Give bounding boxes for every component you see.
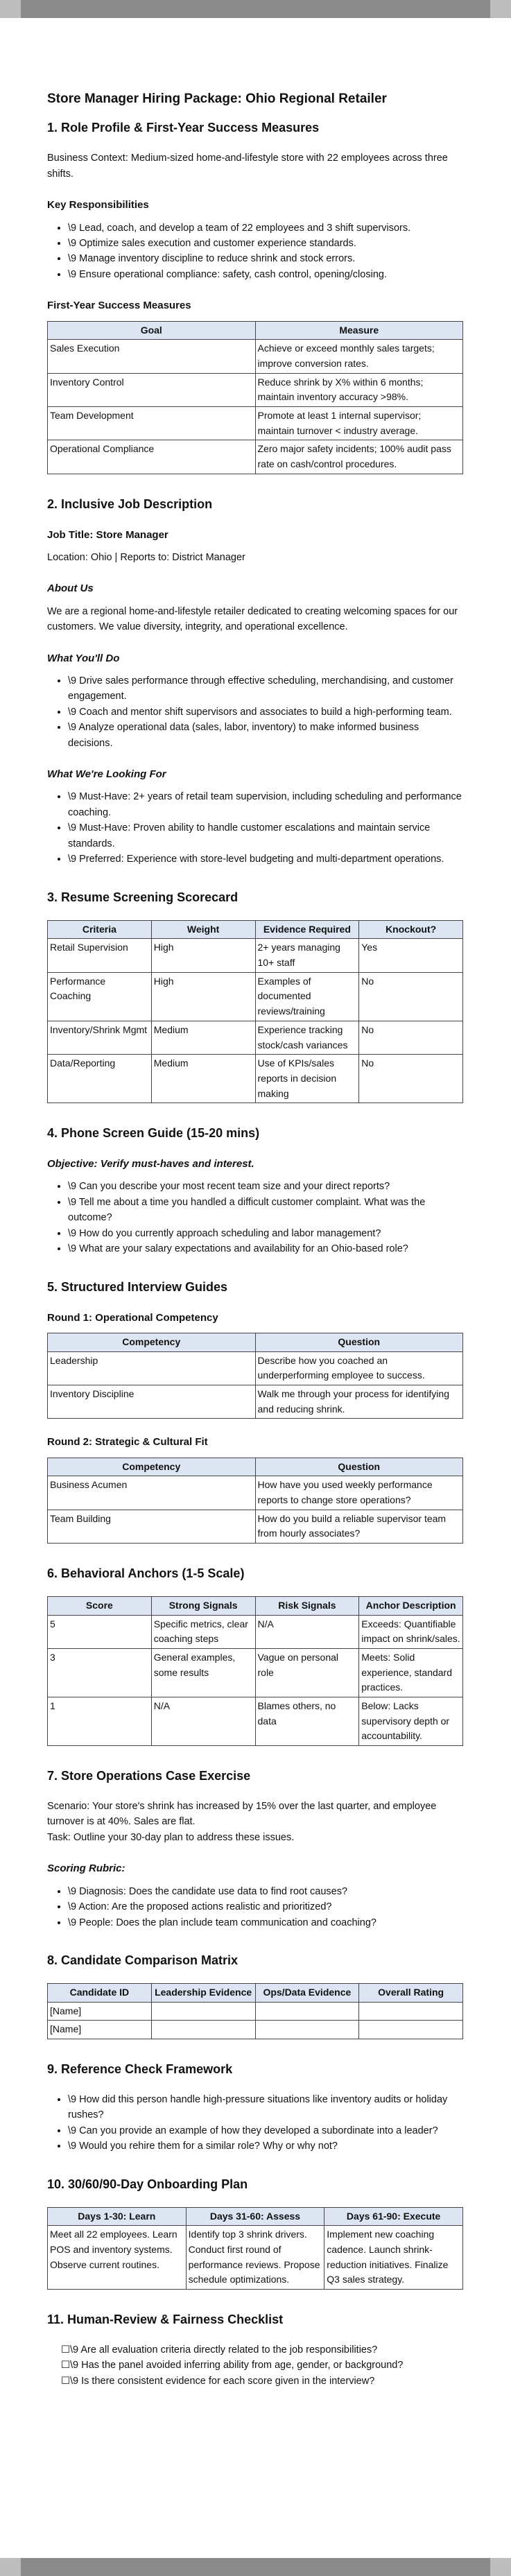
table-cell: No	[359, 1055, 463, 1103]
table-row	[48, 1615, 463, 1648]
reference-check-list	[47, 2092, 463, 2154]
section-6-heading: 6. Behavioral Anchors (1-5 Scale)	[47, 1566, 245, 1581]
table-cell: Below: Lacks supervisory depth or accountability.	[359, 1697, 463, 1746]
checklist-item: ☐\9 Has the panel avoided inferring ability from age, gender, or background?	[61, 2360, 404, 2371]
responsibilities-list	[47, 221, 463, 283]
table-row	[48, 1697, 463, 1746]
section-1-heading: 1. Role Profile & First-Year Success Measures	[47, 121, 320, 135]
table-cell: Examples of documented reviews/training	[255, 972, 359, 1021]
table-cell: Team Development	[48, 407, 256, 440]
table-row	[48, 340, 463, 373]
table-cell	[151, 2021, 255, 2039]
table-header: Candidate ID	[48, 1983, 152, 2002]
section-2-heading: 2. Inclusive Job Description	[47, 496, 213, 511]
table-row	[48, 972, 463, 1021]
table-row	[48, 407, 463, 440]
list-item: • \9 Coach and mentor shift supervisors and associates to build a high-performing team.	[68, 704, 463, 720]
round-2-heading: Round 2: Strategic & Cultural Fit	[47, 1436, 208, 1449]
table-header: Criteria	[48, 920, 152, 939]
table-row	[48, 1385, 463, 1418]
scoring-rubric-list	[47, 1884, 463, 1930]
table-row	[48, 1021, 463, 1054]
table-header: Evidence Required	[255, 920, 359, 939]
table-row	[48, 373, 463, 406]
what-you-do-list	[47, 673, 463, 751]
table-header-row	[48, 2207, 463, 2226]
table-cell: Inventory Control	[48, 373, 256, 406]
table-header: Weight	[151, 920, 255, 939]
table-header: Leadership Evidence	[151, 1983, 255, 2002]
table-cell: Medium	[151, 1021, 255, 1054]
table-header: Days 1-30: Learn	[48, 2207, 187, 2226]
onboarding-plan-table	[47, 2207, 463, 2290]
table-cell: Inventory/Shrink Mgmt	[48, 1021, 152, 1054]
about-us-heading: About Us	[47, 582, 94, 595]
table-cell: 3	[48, 1648, 152, 1697]
table-cell: N/A	[255, 1615, 359, 1648]
top-scroll-bar	[0, 0, 511, 18]
checklist-item: ☐\9 Are all evaluation criteria directly related to the job responsibilities?	[61, 2344, 378, 2355]
round-2-table	[47, 1458, 463, 1544]
list-item: • \9 Drive sales performance through effective scheduling, merchandising, and customer engagement.	[68, 673, 463, 704]
table-header: Goal	[48, 321, 256, 340]
list-item: • \9 Manage inventory discipline to reduce shrink and stock errors.	[68, 251, 463, 266]
case-scenario: Scenario: Your store's shrink has increased by 15% over the last quarter, and employee turnover is at 40%. Sales are flat.	[47, 1800, 437, 1828]
round-1-heading: Round 1: Operational Competency	[47, 1311, 218, 1324]
table-cell: Business Acumen	[48, 1476, 256, 1510]
bottom-scroll-bar	[0, 2558, 511, 2576]
table-header-row	[48, 1596, 463, 1615]
table-cell	[359, 2002, 463, 2021]
table-header: Score	[48, 1596, 152, 1615]
table-cell: How do you build a reliable supervisor team from hourly associates?	[255, 1510, 463, 1543]
table-cell: Vague on personal role	[255, 1648, 359, 1697]
list-item: • \9 Analyze operational data (sales, labor, inventory) to make informed business decisions.	[68, 720, 463, 751]
table-cell: High	[151, 972, 255, 1021]
case-task: Task: Outline your 30-day plan to address these issues.	[47, 1831, 295, 1843]
section-9-heading: 9. Reference Check Framework	[47, 2062, 233, 2076]
table-cell: 2+ years managing 10+ staff	[255, 939, 359, 972]
job-title: Job Title: Store Manager	[47, 528, 168, 541]
section-5-heading: 5. Structured Interview Guides	[47, 1279, 228, 1294]
table-cell: [Name]	[48, 2021, 152, 2039]
table-cell: Identify top 3 shrink drivers. Conduct first round of performance reviews. Propose schedule optimizations.	[186, 2226, 324, 2290]
table-cell: No	[359, 1021, 463, 1054]
list-item: • \9 Would you rehire them for a similar role? Why or why not?	[68, 2138, 463, 2154]
table-cell: [Name]	[48, 2002, 152, 2021]
table-header: Knockout?	[359, 920, 463, 939]
table-cell: Operational Compliance	[48, 440, 256, 474]
table-cell: Leadership	[48, 1351, 256, 1385]
list-item: • \9 Action: Are the proposed actions realistic and prioritized?	[68, 1899, 463, 1914]
table-header: Competency	[48, 1458, 256, 1476]
document-title: Store Manager Hiring Package: Ohio Regional Retailer	[47, 92, 387, 106]
success-measures-table	[47, 321, 463, 474]
list-item: • \9 What are your salary expectations and availability for an Ohio-based role?	[68, 1241, 463, 1256]
section-7-heading: 7. Store Operations Case Exercise	[47, 1769, 251, 1783]
table-cell: General examples, some results	[151, 1648, 255, 1697]
table-header: Question	[255, 1333, 463, 1351]
fairness-checklist	[47, 2342, 463, 2389]
table-cell: High	[151, 939, 255, 972]
table-cell: How have you used weekly performance reports to change store operations?	[255, 1476, 463, 1510]
table-row	[48, 2226, 463, 2290]
table-header: Measure	[255, 321, 463, 340]
table-cell: Retail Supervision	[48, 939, 152, 972]
success-measures-heading: First-Year Success Measures	[47, 300, 191, 312]
table-header-row	[48, 1983, 463, 2002]
candidate-comparison-table	[47, 1983, 463, 2039]
scoring-rubric-heading: Scoring Rubric:	[47, 1862, 125, 1875]
list-item: • \9 Can you provide an example of how they developed a subordinate into a leader?	[68, 2123, 463, 2138]
table-row	[48, 1351, 463, 1385]
table-cell: Exceeds: Quantifiable impact on shrink/sales.	[359, 1615, 463, 1648]
table-row	[48, 1055, 463, 1103]
table-header: Question	[255, 1458, 463, 1476]
section-3-heading: 3. Resume Screening Scorecard	[47, 890, 239, 904]
table-row	[48, 1510, 463, 1543]
table-cell: Sales Execution	[48, 340, 256, 373]
table-cell: N/A	[151, 1697, 255, 1746]
table-row	[48, 2002, 463, 2021]
job-location: Location: Ohio | Reports to: District Manager	[47, 551, 245, 563]
section-11-heading: 11. Human-Review & Fairness Checklist	[47, 2313, 284, 2327]
table-header: Days 61-90: Execute	[324, 2207, 463, 2226]
table-header-row	[48, 1458, 463, 1476]
table-header: Overall Rating	[359, 1983, 463, 2002]
table-cell: Walk me through your process for identifying and reducing shrink.	[255, 1385, 463, 1418]
table-header: Competency	[48, 1333, 256, 1351]
what-you-do-heading: What You'll Do	[47, 652, 120, 664]
phone-screen-questions	[47, 1179, 463, 1256]
table-header: Strong Signals	[151, 1596, 255, 1615]
table-header: Days 31-60: Assess	[186, 2207, 324, 2226]
table-header-row	[48, 321, 463, 340]
table-cell: Performance Coaching	[48, 972, 152, 1021]
list-item: • \9 Optimize sales execution and customer experience standards.	[68, 236, 463, 251]
section-10-heading: 10. 30/60/90-Day Onboarding Plan	[47, 2177, 248, 2191]
table-header: Ops/Data Evidence	[255, 1983, 359, 2002]
table-cell: Achieve or exceed monthly sales targets; improve conversion rates.	[255, 340, 463, 373]
table-cell: Inventory Discipline	[48, 1385, 256, 1418]
table-cell: Blames others, no data	[255, 1697, 359, 1746]
table-row	[48, 1648, 463, 1697]
list-item: • \9 Tell me about a time you handled a difficult customer complaint. What was the outcome?	[68, 1195, 463, 1226]
list-item: • \9 Preferred: Experience with store-level budgeting and multi-department operations.	[68, 852, 463, 867]
table-cell	[359, 2021, 463, 2039]
table-cell: Promote at least 1 internal supervisor; maintain turnover < industry average.	[255, 407, 463, 440]
table-row	[48, 1476, 463, 1510]
list-item: • \9 How did this person handle high-pressure situations like inventory audits or holiday rushes?	[68, 2092, 463, 2123]
looking-for-heading: What We're Looking For	[47, 768, 166, 781]
table-header-row	[48, 1333, 463, 1351]
list-item: • \9 People: Does the plan include team communication and coaching?	[68, 1915, 463, 1930]
table-cell: Data/Reporting	[48, 1055, 152, 1103]
table-cell	[151, 2002, 255, 2021]
list-item: • \9 Diagnosis: Does the candidate use data to find root causes?	[68, 1884, 463, 1899]
responsibilities-heading: Key Responsibilities	[47, 199, 149, 211]
table-cell: Team Building	[48, 1510, 256, 1543]
table-cell: Implement new coaching cadence. Launch shrink-reduction initiatives. Finalize Q3 sales strategy.	[324, 2226, 463, 2290]
table-cell: Reduce shrink by X% within 6 months; maintain inventory accuracy >98%.	[255, 373, 463, 406]
round-1-table	[47, 1333, 463, 1419]
list-item: • \9 How do you currently approach scheduling and labor management?	[68, 1226, 463, 1241]
table-cell: Zero major safety incidents; 100% audit pass rate on cash/control procedures.	[255, 440, 463, 474]
looking-for-list	[47, 789, 463, 867]
table-row	[48, 939, 463, 972]
screening-scorecard-table	[47, 920, 463, 1104]
list-item: • \9 Must-Have: 2+ years of retail team supervision, including scheduling and performance coaching.	[68, 789, 463, 820]
table-cell: Meet all 22 employees. Learn POS and inventory systems. Observe current routines.	[48, 2226, 187, 2290]
table-header: Anchor Description	[359, 1596, 463, 1615]
list-item: • \9 Lead, coach, and develop a team of 22 employees and 3 shift supervisors.	[68, 221, 463, 236]
table-cell: No	[359, 972, 463, 1021]
table-cell: Describe how you coached an underperforming employee to success.	[255, 1351, 463, 1385]
checklist-item: ☐\9 Is there consistent evidence for each score given in the interview?	[61, 2375, 375, 2387]
table-cell: 1	[48, 1697, 152, 1746]
table-cell: Experience tracking stock/cash variances	[255, 1021, 359, 1054]
business-context: Business Context: Medium-sized home-and-lifestyle store with 22 employees across three shifts.	[47, 153, 448, 180]
table-cell: 5	[48, 1615, 152, 1648]
phone-screen-objective: Objective: Verify must-haves and interest.	[47, 1158, 254, 1170]
table-header-row	[48, 920, 463, 939]
table-cell: Meets: Solid experience, standard practices.	[359, 1648, 463, 1697]
table-cell: Specific metrics, clear coaching steps	[151, 1615, 255, 1648]
section-4-heading: 4. Phone Screen Guide (15-20 mins)	[47, 1126, 260, 1141]
table-cell	[255, 2021, 359, 2039]
table-header: Risk Signals	[255, 1596, 359, 1615]
table-row	[48, 2021, 463, 2039]
list-item: • \9 Can you describe your most recent team size and your direct reports?	[68, 1179, 463, 1194]
list-item: • \9 Ensure operational compliance: safety, cash control, opening/closing.	[68, 267, 463, 282]
table-cell: Use of KPIs/sales reports in decision making	[255, 1055, 359, 1103]
about-us-text: We are a regional home-and-lifestyle retailer dedicated to creating welcoming spaces for our customers. We value diversity, integrity, and operational excellence.	[47, 605, 458, 633]
behavioral-anchors-table	[47, 1596, 463, 1746]
section-8-heading: 8. Candidate Comparison Matrix	[47, 1953, 239, 1968]
table-cell	[255, 2002, 359, 2021]
table-cell: Medium	[151, 1055, 255, 1103]
list-item: • \9 Must-Have: Proven ability to handle customer escalations and maintain service standards.	[68, 820, 463, 852]
table-cell: Yes	[359, 939, 463, 972]
document	[47, 89, 463, 2396]
table-row	[48, 440, 463, 474]
